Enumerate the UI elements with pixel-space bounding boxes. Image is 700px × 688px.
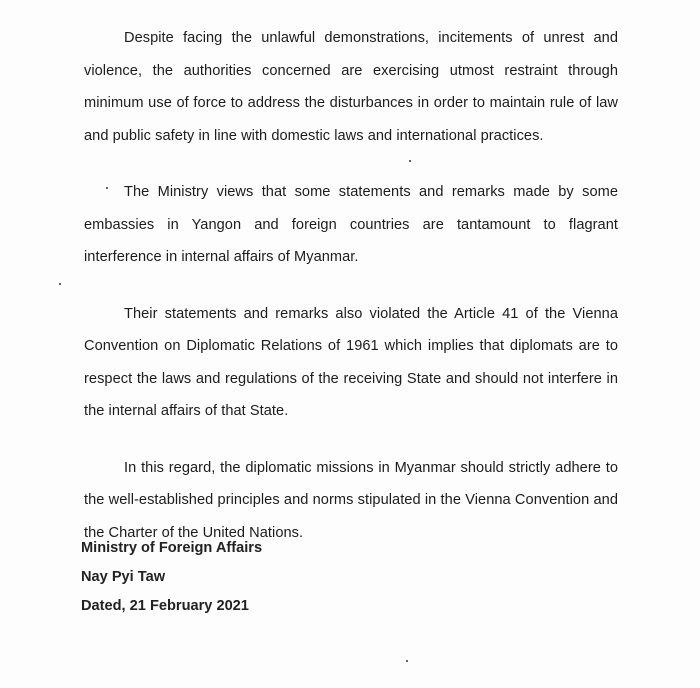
scan-speck [59,283,61,285]
scan-speck [409,160,411,162]
paragraph-vienna-article: Their statements and remarks also violated the Article 41 of the Vienna Convention on Diplomatic Relations of 1961 which implies that diplomats are to respect the laws and regulations of the receiving State and should not interfere in the internal affairs of that State. [84,305,618,419]
document-body [84,22,618,573]
paragraph-ministry-views: The Ministry views that some statements and remarks made by some embassies in Yangon and foreign countries are tantamount to flagrant interference in internal affairs of Myanmar. [84,184,618,265]
scan-speck [106,187,108,189]
paragraph-restraint: Despite facing the unlawful demonstrations, incitements of unrest and violence, the authorities concerned are exercising utmost restraint through minimum use of force to address the disturbances in order to maintain rule of law and public safety in line with domestic laws and international practices. [84,30,618,144]
paragraph-adherence: In this regard, the diplomatic missions in Myanmar should strictly adhere to the well-established principles and norms stipulated in the Vienna Convention and the Charter of the United Nations. [84,459,618,541]
signature-place: Nay Pyi Taw [81,569,166,585]
signature-date: Dated, 21 February 2021 [81,598,249,614]
signature-issuer: Ministry of Foreign Affairs [81,540,263,556]
scan-speck [406,660,408,662]
signature-block [81,534,381,621]
